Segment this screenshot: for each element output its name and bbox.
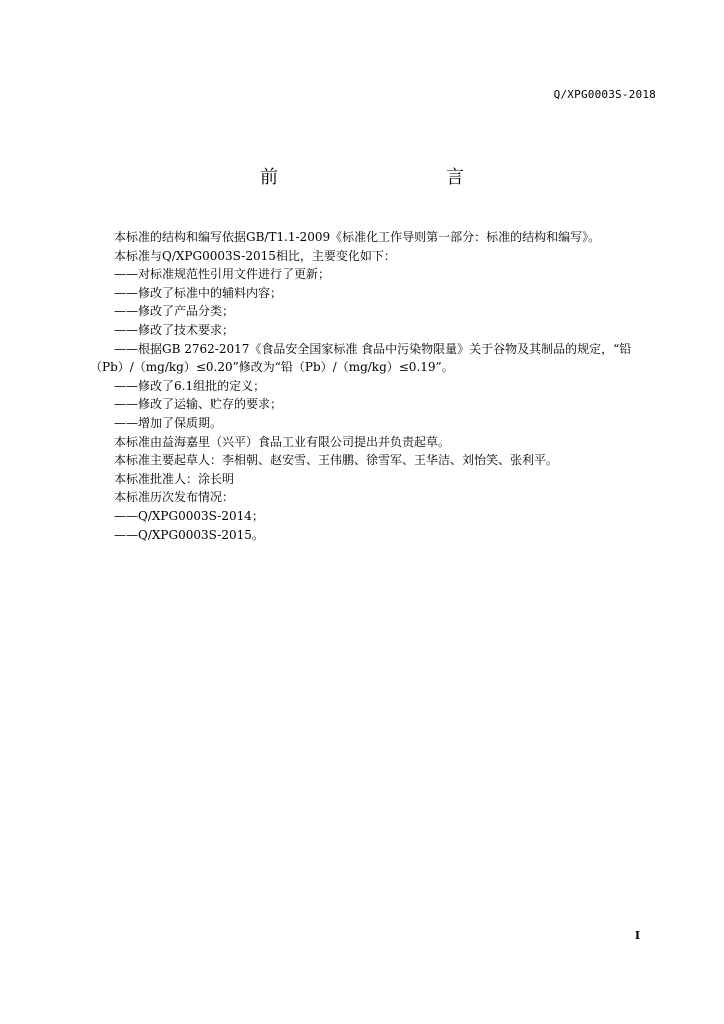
list-item-change: ——修改了产品分类； — [114, 304, 235, 319]
list-item-release: ——Q/XPG0003S-2015。 — [114, 527, 264, 542]
list-item-change: ——增加了保质期。 — [114, 415, 223, 430]
paragraph-drafters: 本标准主要起草人：李相朝、赵安雪、王伟鹏、徐雪军、王华洁、刘怡笑、张利平。 — [114, 453, 559, 468]
list-item-change: ——修改了标准中的辅料内容； — [114, 285, 283, 300]
list-item-release: ——Q/XPG0003S-2014； — [114, 508, 264, 523]
list-item-change: ——修改了运输、贮存的要求； — [114, 397, 283, 412]
paragraph-approver: 本标准批准人：涂长明 — [114, 471, 235, 486]
list-item-change-continuation: （Pb）/（mg/kg）≤0.20”修改为“铅（Pb）/（mg/kg）≤0.19”。 — [90, 360, 454, 375]
section-title: 前 言 — [260, 167, 508, 188]
paragraph-proposer: 本标准由益海嘉里（兴平）食品工业有限公司提出并负责起草。 — [114, 434, 451, 449]
list-item-change: ——修改了技术要求； — [114, 322, 235, 337]
list-item-change: ——修改了6.1组批的定义； — [114, 378, 266, 393]
paragraph-release-history: 本标准历次发布情况： — [114, 490, 235, 505]
foreword-body — [90, 228, 656, 544]
page-number: I — [634, 929, 640, 942]
document-code: Q/XPG0003S-2018 — [553, 88, 656, 101]
paragraph-changes-intro: 本标准与Q/XPG0003S-2015相比，主要变化如下： — [114, 248, 396, 263]
list-item-change: ——根据GB 2762-2017《食品安全国家标准 食品中污染物限量》关于谷物及其制品的规定，“铅 — [114, 341, 632, 356]
list-item-change: ——对标准规范性引用文件进行了更新； — [114, 267, 331, 282]
paragraph-structure-basis: 本标准的结构和编写依据GB/T1.1-2009《标准化工作导则第一部分：标准的结构和编写》。 — [114, 230, 601, 244]
